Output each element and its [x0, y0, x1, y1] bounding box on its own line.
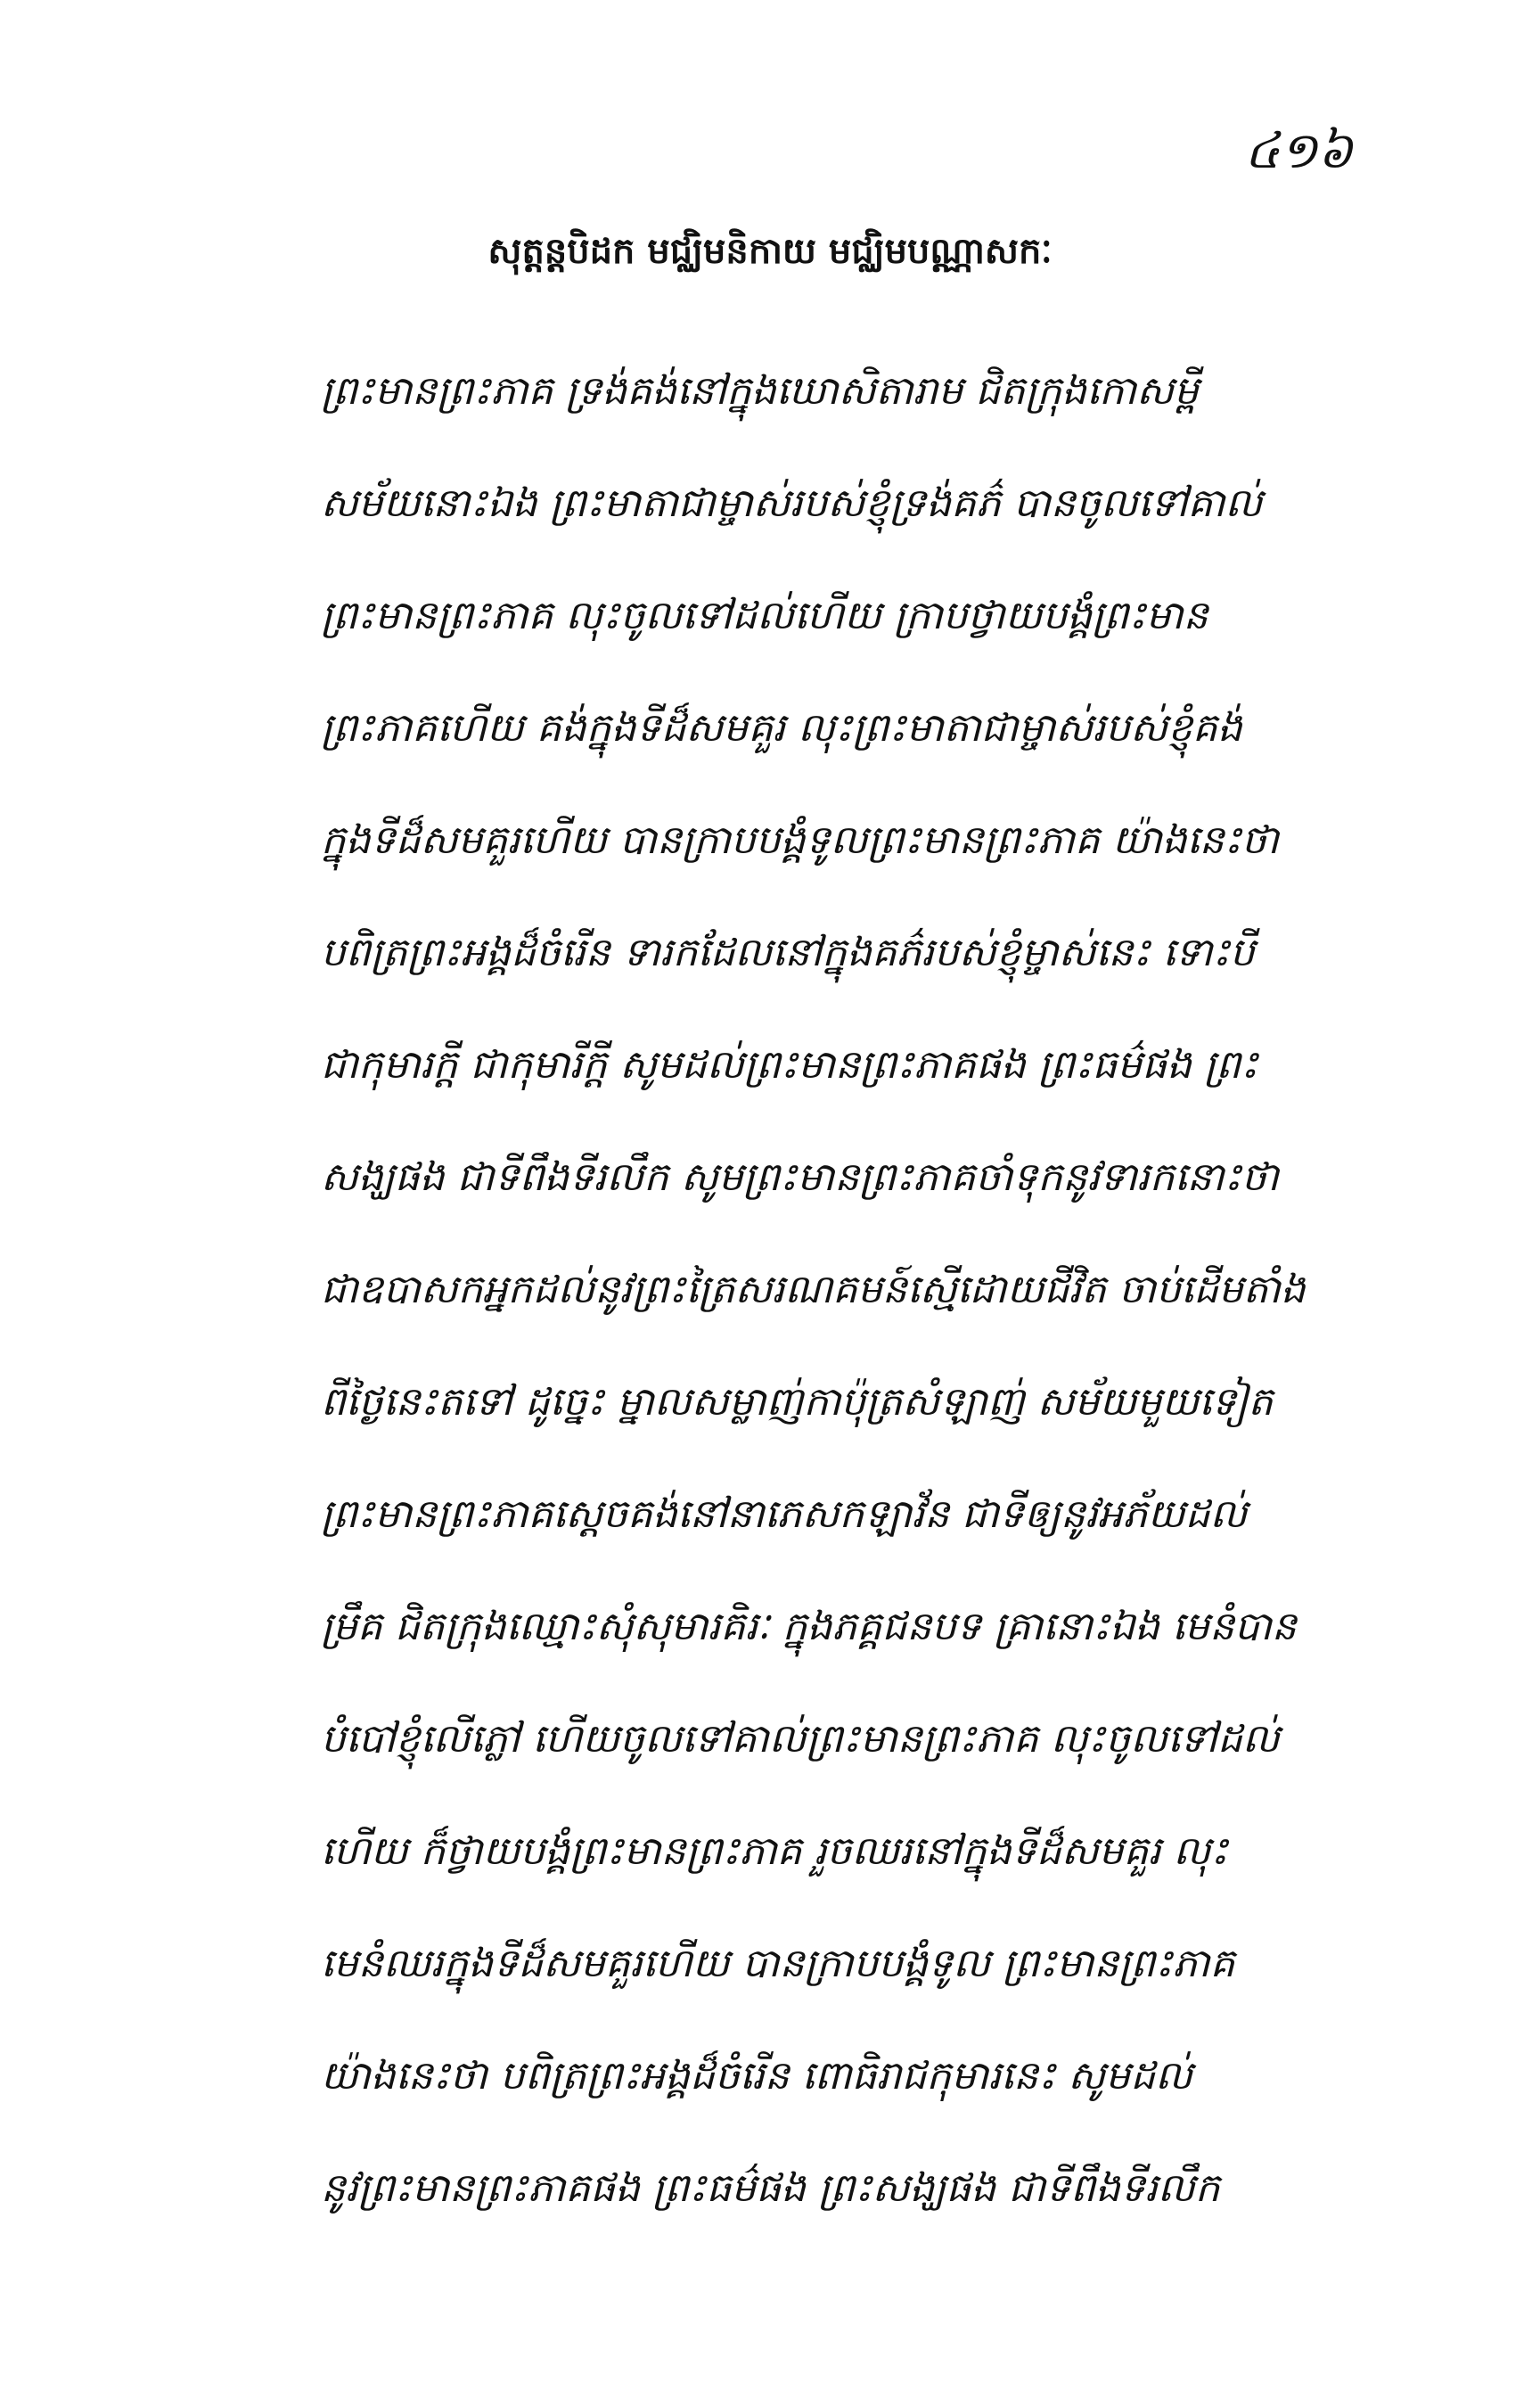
- page-number: ៤១៦: [1244, 122, 1353, 180]
- text-line: ជាឧបាសកអ្នកដល់នូវព្រះត្រៃសរណគមន៍ស្មើដោយជីវិត ចាប់ដើមតាំង: [321, 1267, 1306, 1312]
- body-text: [321, 339, 1372, 2248]
- text-line: បំបៅខ្ញុំលើភ្លៅ ហើយចូលទៅគាល់ព្រះមានព្រះភាគ លុះចូលទៅដល់: [321, 1716, 1280, 1762]
- text-line: យ៉ាងនេះថា បពិត្រព្រះអង្គដ៏ចំរើន ពោធិរាជកុមារនេះ សូមដល់: [321, 2053, 1193, 2099]
- text-line: សង្ឃផង ជាទីពឹងទីរលឹក សូមព្រះមានព្រះភាគចាំទុកនូវទារកនោះថា: [321, 1154, 1279, 1200]
- text-line: ជាកុមារក្តី ជាកុមារីក្តី សូមដល់ព្រះមានព្រះភាគផង ព្រះធម៌ផង ព្រះ: [321, 1042, 1258, 1088]
- running-header: សុត្តន្តបិដក មជ្ឈិមនិកាយ មជ្ឈិមបណ្ណាសកៈ: [487, 231, 1053, 272]
- text-line: ពីថ្ងៃនេះតទៅ ដូច្នេះ ម្នាលសម្លាញ់កាប៉ុត្រសំឡាញ់ សម័យមួយទៀត: [321, 1379, 1274, 1425]
- text-line: សម័យនោះឯង ព្រះមាតាជាម្ចាស់របស់ខ្ញុំទ្រង់គភ៌ បានចូលទៅគាល់: [321, 481, 1263, 526]
- text-line: ព្រះមានព្រះភាគស្តេចគង់នៅនាភេសកឡាវ័ន ជាទីឲ្យនូវអភ័យដល់: [321, 1491, 1248, 1537]
- text-line: ម្រឹគ ជិតក្រុងឈ្មោះសុំសុមារគិរៈ ក្នុងភគ្គជនបទ គ្រានោះឯង មេនំបាន: [321, 1604, 1297, 1649]
- text-line: បពិត្រព្រះអង្គដ៏ចំរើន ទារកដែលនៅក្នុងគភ៌របស់ខ្ញុំម្ចាស់នេះ ទោះបី: [321, 930, 1255, 975]
- text-line: ព្រះមានព្រះភាគ ទ្រង់គង់នៅក្នុងឃោសិតារាម ជិតក្រុងកោសម្ពី: [321, 368, 1199, 414]
- text-line: មេនំឈរក្នុងទីដ៏សមគួរហើយ បានក្រាបបង្គំទូល ព្រះមានព្រះភាគ: [321, 1941, 1235, 1986]
- text-line: ព្រះមានព្រះភាគ លុះចូលទៅដល់ហើយ ក្រាបថ្វាយបង្គំព្រះមាន: [321, 593, 1208, 638]
- text-line: ព្រះភាគហើយ គង់ក្នុងទីដ៏សមគួរ លុះព្រះមាតាជាម្ចាស់របស់ខ្ញុំគង់: [321, 705, 1242, 751]
- text-line: ហើយ ក៏ថ្វាយបង្គំព្រះមានព្រះភាគ រួចឈរនៅក្នុងទីដ៏សមគួរ លុះ: [321, 1828, 1228, 1874]
- text-line: នូវព្រះមានព្រះភាគផង ព្រះធម៌ផង ព្រះសង្ឃផង ជាទីពឹងទីរលឹក: [321, 2165, 1220, 2211]
- text-line: ក្នុងទីដ៏សមគួរហើយ បានក្រាបបង្គំទូលព្រះមានព្រះភាគ យ៉ាងនេះថា: [321, 817, 1279, 863]
